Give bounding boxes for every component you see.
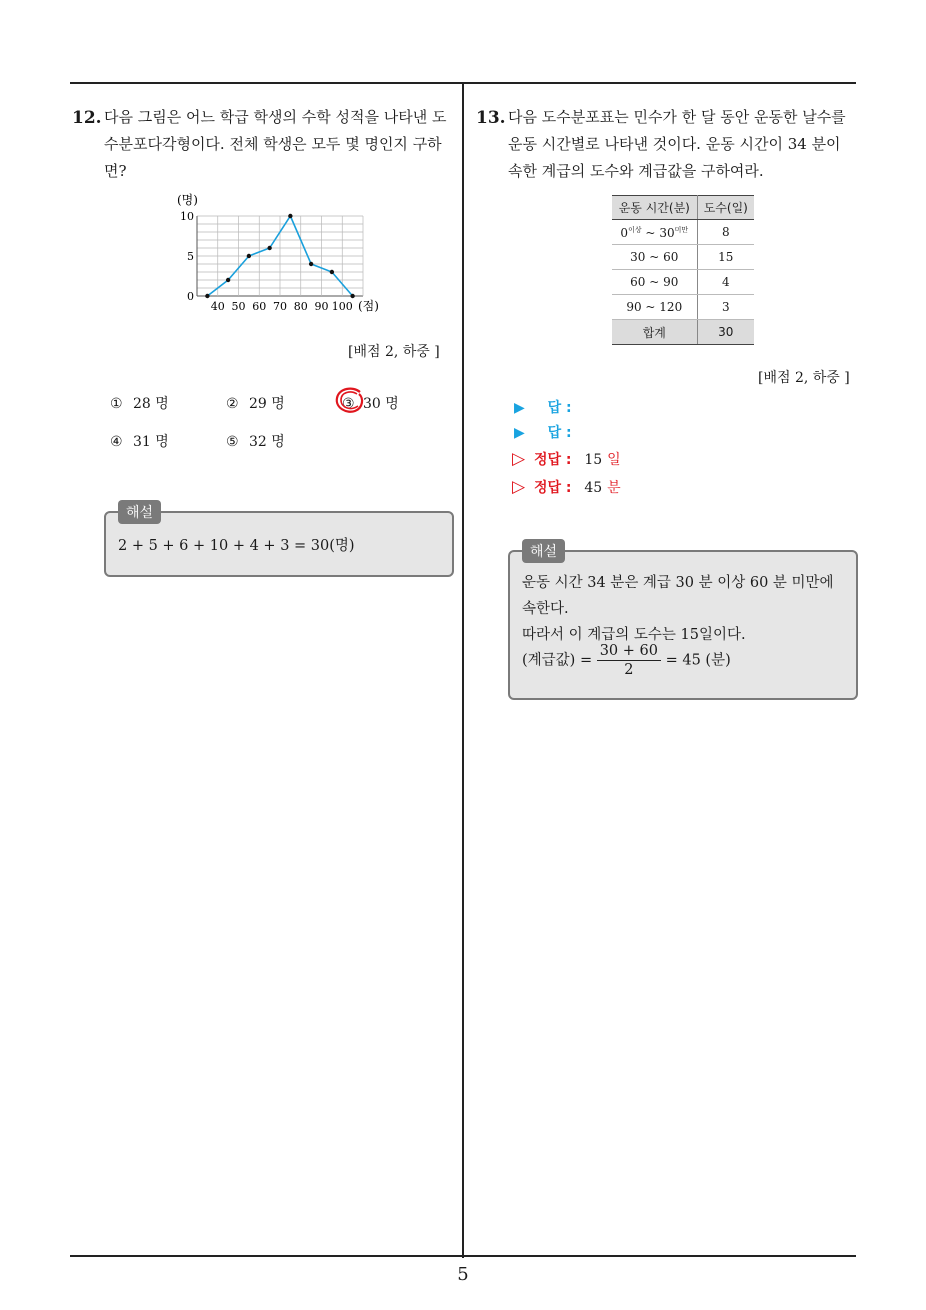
- q13-explanation-box: [508, 550, 858, 700]
- data-point: [330, 270, 334, 274]
- q12-line-3: 면?: [104, 162, 127, 180]
- table-total-row: [612, 320, 754, 345]
- table-header-time: 운동 시간(분): [612, 196, 697, 220]
- formula-lhs: (계급값) =: [522, 652, 593, 669]
- choice-label: 28 명: [133, 396, 169, 412]
- x-tick-label: 40: [210, 300, 225, 313]
- fraction-numerator: 30 + 60: [597, 642, 661, 661]
- y-tick-label: 5: [187, 250, 194, 263]
- q12-number: 12.: [72, 108, 102, 128]
- answer-row-2[interactable]: [514, 422, 572, 442]
- correct-label: 정답 :: [533, 452, 572, 468]
- choice-mark: ④: [110, 434, 123, 450]
- table-cell-count: 15: [697, 245, 754, 270]
- table-row: [612, 295, 754, 320]
- q13-question: [508, 104, 860, 185]
- play-triangle-icon: ▶: [514, 400, 525, 416]
- table-row: [612, 270, 754, 295]
- fraction-denominator: 2: [624, 662, 634, 678]
- table-cell-range: 90 ~ 120: [612, 295, 697, 320]
- x-tick-label: 90: [314, 300, 329, 313]
- q12-choice-1[interactable]: [110, 393, 169, 413]
- class-mark-formula: [522, 642, 852, 679]
- q12-line-2: 수분포다각형이다. 전체 학생은 모두 몇 명인지 구하: [104, 135, 442, 153]
- x-tick-label: 60: [252, 300, 267, 313]
- frequency-polygon-chart: [165, 188, 405, 318]
- q13-explanation-line-1: 운동 시간 34 분은 계급 30 분 이상 60 분 미만에: [522, 575, 834, 591]
- outline-triangle-icon: ▷: [512, 449, 526, 469]
- frequency-table: [612, 195, 754, 345]
- q12-line-1: 다음 그림은 어느 학급 학생의 수학 성적을 나타낸 도: [104, 108, 447, 126]
- correct-answer-row-1: [512, 449, 621, 469]
- q13-score: [배점 2, 하중 ]: [758, 370, 850, 386]
- play-triangle-icon: ▶: [514, 425, 525, 441]
- x-tick-label: 50: [231, 300, 246, 313]
- choice-label: 31 명: [133, 434, 169, 450]
- data-point: [205, 294, 209, 298]
- correct-value: 15: [584, 452, 603, 468]
- q13-explanation-tag: 해설: [522, 539, 565, 563]
- q12-choice-5[interactable]: [226, 431, 285, 451]
- answer-label: 답 :: [547, 425, 572, 441]
- data-point: [267, 246, 271, 250]
- q13-explanation-line-2: 속한다.: [522, 601, 569, 617]
- choice-mark: ②: [226, 396, 239, 412]
- table-header-row: [612, 196, 754, 220]
- chart-x-label: (점): [358, 299, 379, 313]
- data-point: [288, 214, 292, 218]
- correct-label: 정답 :: [533, 480, 572, 496]
- column-divider: [462, 82, 464, 1258]
- choice-label: 32 명: [249, 434, 285, 450]
- table-cell-range: $0^{이상}$ ~ $30^{미만}$: [612, 220, 697, 245]
- table-cell-range: 60 ~ 90: [612, 270, 697, 295]
- q13-explanation-line-3: 따라서 이 계급의 도수는 15일이다.: [522, 627, 746, 643]
- data-point: [226, 278, 230, 282]
- table-total-label: 합계: [612, 320, 697, 345]
- table-total-count: 30: [697, 320, 754, 345]
- choice-label: 30 명: [363, 396, 399, 412]
- q13-explanation: [522, 570, 852, 679]
- q12-question: [104, 104, 456, 185]
- formula-fraction: [597, 642, 661, 679]
- y-tick-label: 10: [180, 210, 194, 223]
- data-point: [350, 294, 354, 298]
- bottom-rule: [70, 1255, 856, 1257]
- table-cell-count: 3: [697, 295, 754, 320]
- correct-answer-row-2: [512, 477, 621, 497]
- x-tick-label: 70: [273, 300, 287, 313]
- table-row: [612, 245, 754, 270]
- table-cell-count: 8: [697, 220, 754, 245]
- answer-label: 답 :: [547, 400, 572, 416]
- q12-choice-2[interactable]: [226, 393, 285, 413]
- table-header-count: 도수(일): [697, 196, 754, 220]
- choice-mark: ①: [110, 396, 123, 412]
- choice-mark: ⑤: [226, 434, 239, 450]
- table-cell-count: 4: [697, 270, 754, 295]
- x-tick-label: 100: [331, 300, 353, 313]
- answer-row-1[interactable]: [514, 397, 572, 417]
- q12-explanation-tag: 해설: [118, 500, 161, 524]
- q12-choice-4[interactable]: [110, 431, 169, 451]
- y-tick-label: 0: [187, 290, 194, 303]
- correct-unit: 일: [607, 452, 621, 468]
- choice-label: 29 명: [249, 396, 285, 412]
- q12-explanation: 2 + 5 + 6 + 10 + 4 + 3 = 30(명): [118, 538, 355, 554]
- table-row: [612, 220, 754, 245]
- q13-number: 13.: [476, 108, 506, 128]
- data-point: [247, 254, 251, 258]
- x-tick-label: 80: [293, 300, 308, 313]
- q12-score: [배점 2, 하중 ]: [348, 344, 440, 360]
- q13-line-1: 다음 도수분포표는 민수가 한 달 동안 운동한 날수를: [508, 108, 846, 126]
- outline-triangle-icon: ▷: [512, 477, 526, 497]
- q13-line-2: 운동 시간별로 나타낸 것이다. 운동 시간이 34 분이: [508, 135, 841, 153]
- page-number: 5: [457, 1264, 469, 1285]
- chart-y-label: (명): [177, 193, 198, 207]
- choice-mark: ③: [342, 396, 355, 412]
- correct-unit: 분: [607, 480, 621, 496]
- data-point: [309, 262, 313, 266]
- formula-rhs: = 45 (분): [665, 652, 731, 669]
- q13-line-3: 속한 계급의 도수와 계급값을 구하여라.: [508, 162, 764, 180]
- selected-circle-icon: [333, 386, 367, 416]
- correct-value: 45: [584, 480, 603, 496]
- table-cell-range: 30 ~ 60: [612, 245, 697, 270]
